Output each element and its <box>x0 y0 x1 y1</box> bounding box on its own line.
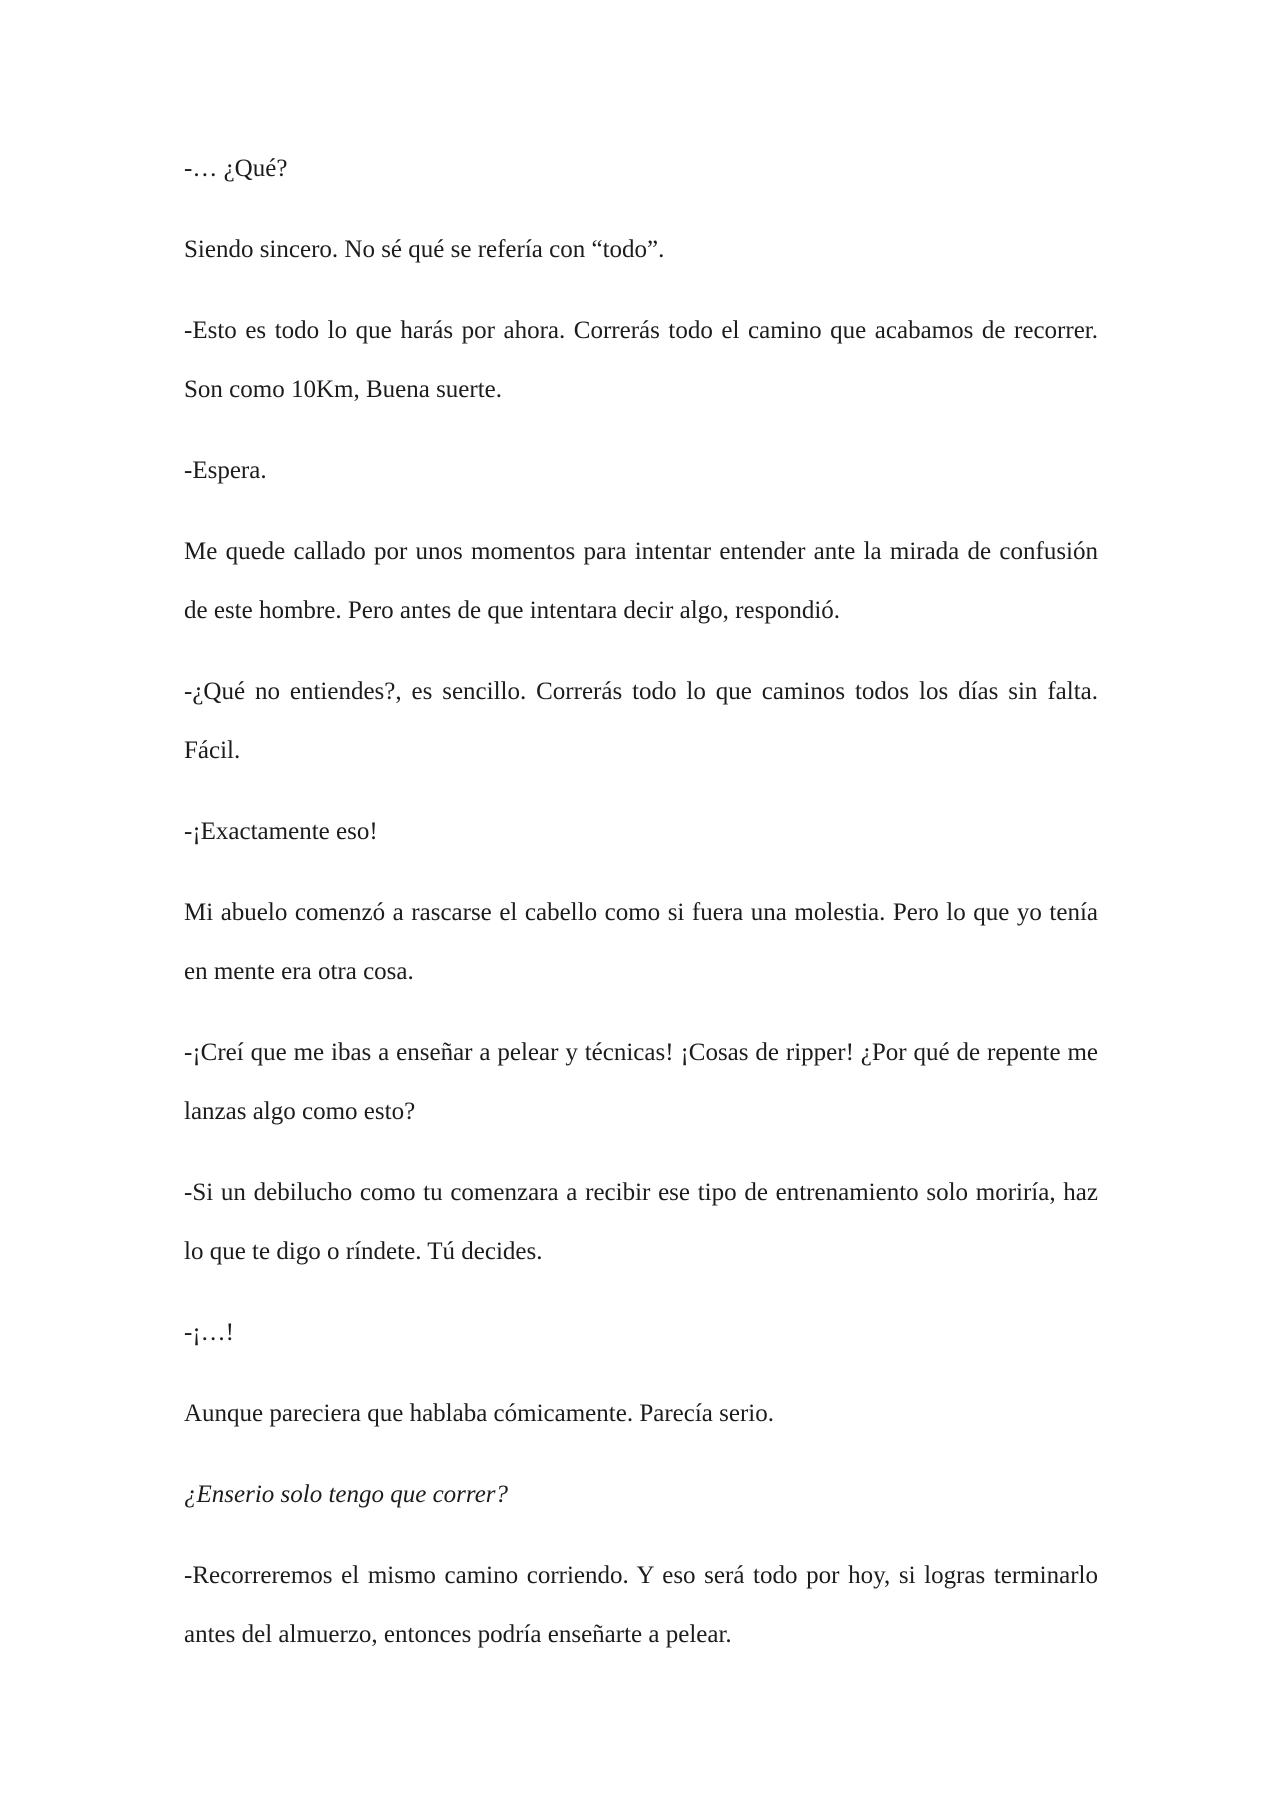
paragraph: -Espera. <box>184 457 267 484</box>
document-body <box>184 139 1098 1664</box>
paragraph: -Recorreremos el mismo camino corriendo. Y eso será todo por hoy, si logras terminarlo antes del almuerzo, entonces podría enseñarte a pelear. <box>184 1562 1098 1648</box>
paragraph: Aunque pareciera que hablaba cómicamente. Parecía serio. <box>184 1400 774 1427</box>
paragraph: -Si un debilucho como tu comenzara a recibir ese tipo de entrenamiento solo moriría, haz lo que te digo o ríndete. Tú decides. <box>184 1179 1098 1265</box>
paragraph: Mi abuelo comenzó a rascarse el cabello como si fuera una molestia. Pero lo que yo tenía en mente era otra cosa. <box>184 899 1098 985</box>
paragraph: -¡Creí que me ibas a enseñar a pelear y técnicas! ¡Cosas de ripper! ¿Por qué de repente me lanzas algo como esto? <box>184 1039 1098 1125</box>
inner-thought-paragraph: ¿Enserio solo tengo que correr? <box>184 1481 509 1508</box>
paragraph: -Esto es todo lo que harás por ahora. Correrás todo el camino que acabamos de recorrer. Son como 10Km, Buena suerte. <box>184 317 1098 403</box>
paragraph: Siendo sincero. No sé qué se refería con “todo”. <box>184 236 665 263</box>
paragraph: -… ¿Qué? <box>184 155 288 182</box>
paragraph: -¡…! <box>184 1319 234 1346</box>
paragraph: -¡Exactamente eso! <box>184 818 378 845</box>
paragraph: Me quede callado por unos momentos para intentar entender ante la mirada de confusión de este hombre. Pero antes de que intentara decir algo, respondió. <box>184 538 1098 624</box>
paragraph: -¿Qué no entiendes?, es sencillo. Correrás todo lo que caminos todos los días sin falta. Fácil. <box>184 678 1098 764</box>
